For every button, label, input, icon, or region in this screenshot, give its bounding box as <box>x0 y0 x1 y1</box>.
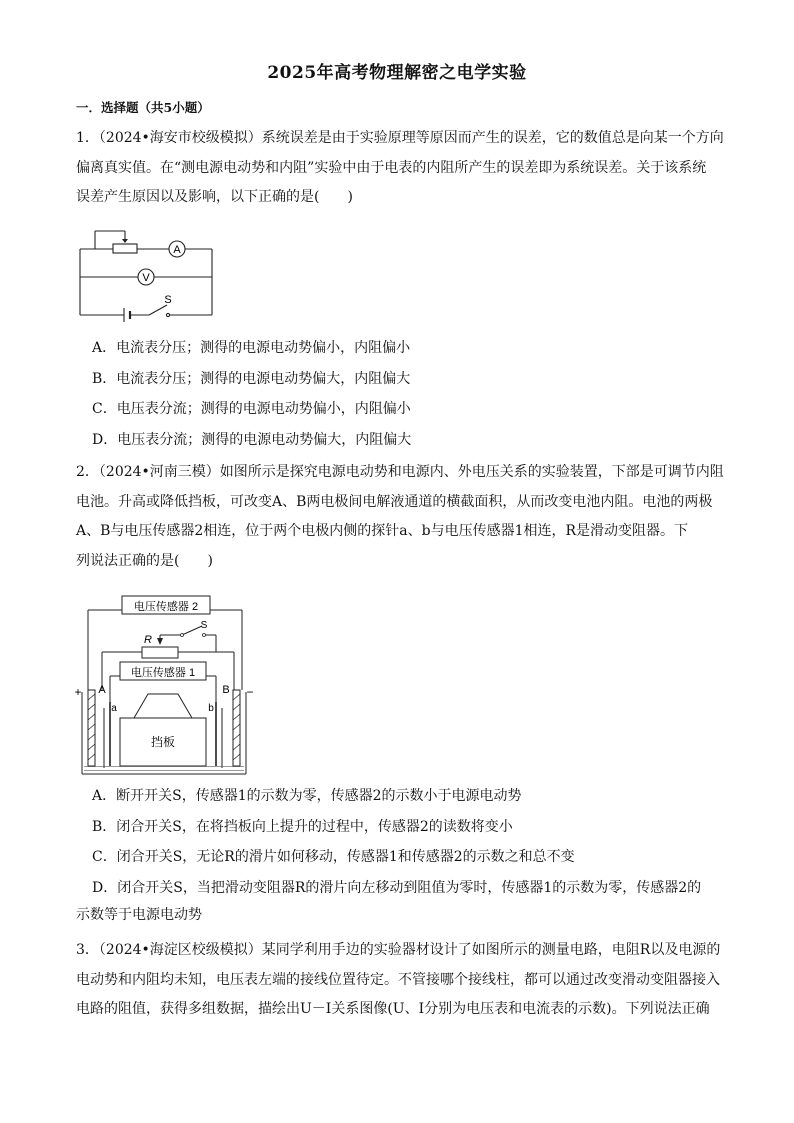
question-1-line: 误差产生原因以及影响，以下正确的是( ) <box>76 189 353 206</box>
question-2-stem <box>76 458 722 576</box>
ammeter-label: A <box>173 244 181 256</box>
switch-label: S <box>200 620 208 631</box>
question-1-circuit-figure <box>76 224 218 328</box>
plus-terminal-label: + <box>74 685 82 699</box>
probe-b-label: b <box>208 703 214 714</box>
minus-terminal-label: − <box>246 685 254 699</box>
question-3-line: 电路的阻值，获得多组数据，描绘出U－I关系图像(U、I分别为电压表和电流表的示数)。下列说法正确 <box>76 1001 710 1018</box>
apparatus-diagram <box>74 590 254 780</box>
question-2-line: 电池。升高或降低挡板，可改变A、B两电极间电解液通道的横截面积，从而改变电池内阻。电池的两极 <box>76 493 713 510</box>
question-2-option-d-continuation <box>76 901 722 931</box>
question-2-line: 列说法正确的是( ) <box>76 552 213 569</box>
question-1-line: 1．（2024•海安市校级模拟）系统误差是由于实验原理等原因而产生的误差，它的数值总是向某一个方向 <box>76 130 724 146</box>
switch-label: S <box>164 294 172 306</box>
baffle-label: 挡板 <box>150 735 176 749</box>
probe-a-label: a <box>111 703 117 714</box>
question-1-stem <box>76 124 722 213</box>
electrode-a-label: A <box>98 684 106 696</box>
sensor-2-label: 电压传感器 2 <box>133 601 199 613</box>
question-1-option-c: C．电压表分流；测得的电源电动势偏小，内阻偏小 <box>92 401 411 417</box>
question-1-option-a: A．电流表分压；测得的电源电动势偏小，内阻偏小 <box>92 340 411 356</box>
section-heading: 一．选择题（共5小题） <box>76 100 210 115</box>
page-title: 2025年高考物理解密之电学实验 <box>267 63 527 83</box>
question-3-line: 3．（2024•海淀区校级模拟）某同学利用手边的实验器材设计了如图所示的测量电路，电阻R以及电源的 <box>76 942 721 958</box>
voltmeter-label: V <box>142 272 150 284</box>
option-d-continuation-line: 示数等于电源电动势 <box>76 907 202 923</box>
question-2-option-d: D．闭合开关S，当把滑动变阻器R的滑片向左移动到阻值为零时，传感器1的示数为零，传感器2的 <box>92 880 702 896</box>
slider-arrow-icon <box>157 638 163 645</box>
question-1-line: 偏离真实值。在“测电源电动势和内阻”实验中由于电表的内阻所产生的误差即为系统误差。关于该系统 <box>76 159 707 176</box>
question-2-line: A、B与电压传感器2相连，位于两个电极内侧的探针a、b与电压传感器1相连，R是滑动变阻器。下 <box>76 523 689 540</box>
electrode-b-label: B <box>222 684 230 696</box>
question-3-line: 电动势和内阻均未知，电压表左端的接线位置待定。不管接哪个接线柱，都可以通过改变滑动变阻器接入 <box>76 971 720 988</box>
question-2-option-a: A．断开开关S，传感器1的示数为零，传感器2的示数小于电源电动势 <box>92 788 522 804</box>
question-2-apparatus-figure <box>74 590 254 784</box>
question-2-option-c: C．闭合开关S，无论R的滑片如何移动，传感器1和传感器2的示数之和总不变 <box>92 849 575 865</box>
question-2-option-b: B．闭合开关S，在将挡板向上提升的过程中，传感器2的读数将变小 <box>92 819 513 835</box>
question-1-option-b: B．电流表分压；测得的电源电动势偏大，内阻偏大 <box>92 371 411 387</box>
question-3-stem <box>76 936 722 1025</box>
slider-arrow-icon <box>122 239 128 243</box>
circuit-diagram-1 <box>76 224 218 324</box>
question-2-line: 2．（2024•河南三模）如图所示是探究电源电动势和电源内、外电压关系的实验装置，下部是可调节内阻 <box>76 464 724 480</box>
resistor-label: R <box>144 634 152 646</box>
sensor-1-label: 电压传感器 1 <box>130 667 196 679</box>
question-1-option-d: D．电压表分流；测得的电源电动势偏大，内阻偏大 <box>92 432 412 448</box>
